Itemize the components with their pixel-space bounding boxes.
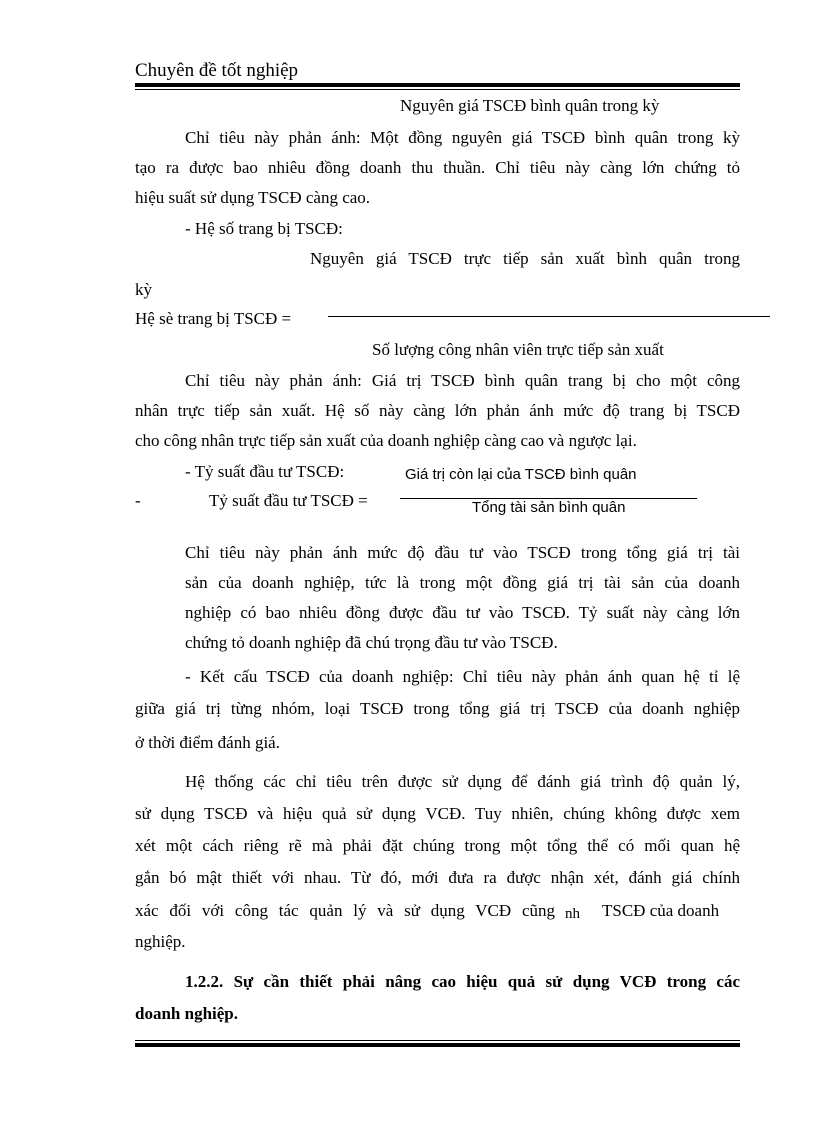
para2-line1: Chỉ tiêu này phản ánh: Giá trị TSCĐ bình quân trang bị cho một công [185, 371, 740, 390]
footer-rule-thick [135, 1043, 740, 1047]
header-rule-thin [135, 89, 740, 90]
para5-line2: sử dụng TSCĐ và hiệu quả sử dụng VCĐ. Tuy nhiên, chúng không được xem [135, 804, 740, 823]
header-title: Chuyên đề tốt nghiệp [135, 60, 299, 81]
para5-fragment: nh [565, 906, 580, 922]
para3-line3: nghiệp có bao nhiêu đồng được đầu tư vào TSCĐ. Tỷ suất này càng lớn [185, 603, 740, 622]
para1-line2: tạo ra được bao nhiêu đồng doanh thu thuần. Chỉ tiêu này càng lớn chứng tỏ [135, 158, 740, 177]
formula1-numerator: Nguyên giá TSCĐ trực tiếp sản xuất bình quân trong [310, 249, 740, 268]
formula1-denominator: Số lượng công nhân viên trực tiếp sản xuất [372, 340, 664, 359]
para5-line3: xét một cách riêng rẽ mà phải đặt chúng trong một tổng thể có mối quan hệ [135, 836, 740, 855]
para5-line1: Hệ thống các chỉ tiêu trên được sử dụng để đánh giá trình độ quản lý, [185, 772, 740, 791]
para2-line3: cho công nhân trực tiếp sản xuất của doanh nghiệp càng cao và ngược lại. [135, 431, 637, 450]
section-heading-line1: 1.2.2. Sự cần thiết phải nâng cao hiệu quả sử dụng VCĐ trong các [185, 972, 740, 991]
para1-line1: Chỉ tiêu này phản ánh: Một đồng nguyên giá TSCĐ bình quân trong kỳ [185, 128, 740, 147]
para4-line3: ở thời điểm đánh giá. [135, 733, 280, 752]
section-heading-line2: doanh nghiệp. [135, 1004, 238, 1023]
formula2-denominator: Tổng tài sản bình quân [472, 499, 626, 516]
formula-denominator-prev: Nguyên giá TSCĐ bình quân trong kỳ [400, 96, 660, 115]
item-dau-tu: - Tỷ suất đầu tư TSCĐ: [185, 462, 345, 481]
para5-line6: nghiệp. [135, 932, 186, 951]
formula2-lhs: Tỷ suất đầu tư TSCĐ = [209, 491, 368, 510]
para5-line5: xác đối với công tác quản lý và sử dụng VCĐ cũng [135, 901, 555, 920]
formula1-numerator-cont: kỳ [135, 280, 152, 299]
para3-line4: chứng tỏ doanh nghiệp đã chú trọng đầu tư vào TSCĐ. [185, 633, 558, 652]
para5-line5-end: TSCĐ của doanh [602, 901, 720, 920]
formula2-dash: - [135, 491, 141, 510]
formula1-fraction-line [328, 316, 770, 317]
footer-rule-thin [135, 1040, 740, 1041]
para3-line2: sản của doanh nghiệp, tức là trong một đồng giá trị tài sản của doanh [185, 573, 740, 592]
header-rule-thick [135, 83, 740, 87]
formula2-numerator: Giá trị còn lại của TSCĐ bình quân [405, 466, 637, 483]
para3-line1: Chỉ tiêu này phản ánh mức độ đầu tư vào TSCĐ trong tổng giá trị tài [185, 543, 740, 562]
formula1-lhs: Hệ sè trang bị TSCĐ = [135, 309, 292, 328]
para2-line2: nhân trực tiếp sản xuất. Hệ số này càng lớn phản ánh mức độ trang bị TSCĐ [135, 401, 740, 420]
para5-line4: gắn bó mật thiết với nhau. Từ đó, mới đưa ra được nhận xét, đánh giá chính [135, 868, 740, 887]
para1-line3: hiệu suất sử dụng TSCĐ càng cao. [135, 188, 371, 207]
para4-line1: - Kết cấu TSCĐ của doanh nghiệp: Chỉ tiêu này phản ánh quan hệ tỉ lệ [185, 667, 740, 686]
para4-line2: giữa giá trị từng nhóm, loại TSCĐ trong tổng giá trị TSCĐ của doanh nghiệp [135, 699, 740, 718]
item-trang-bi: - Hệ số trang bị TSCĐ: [185, 219, 343, 238]
